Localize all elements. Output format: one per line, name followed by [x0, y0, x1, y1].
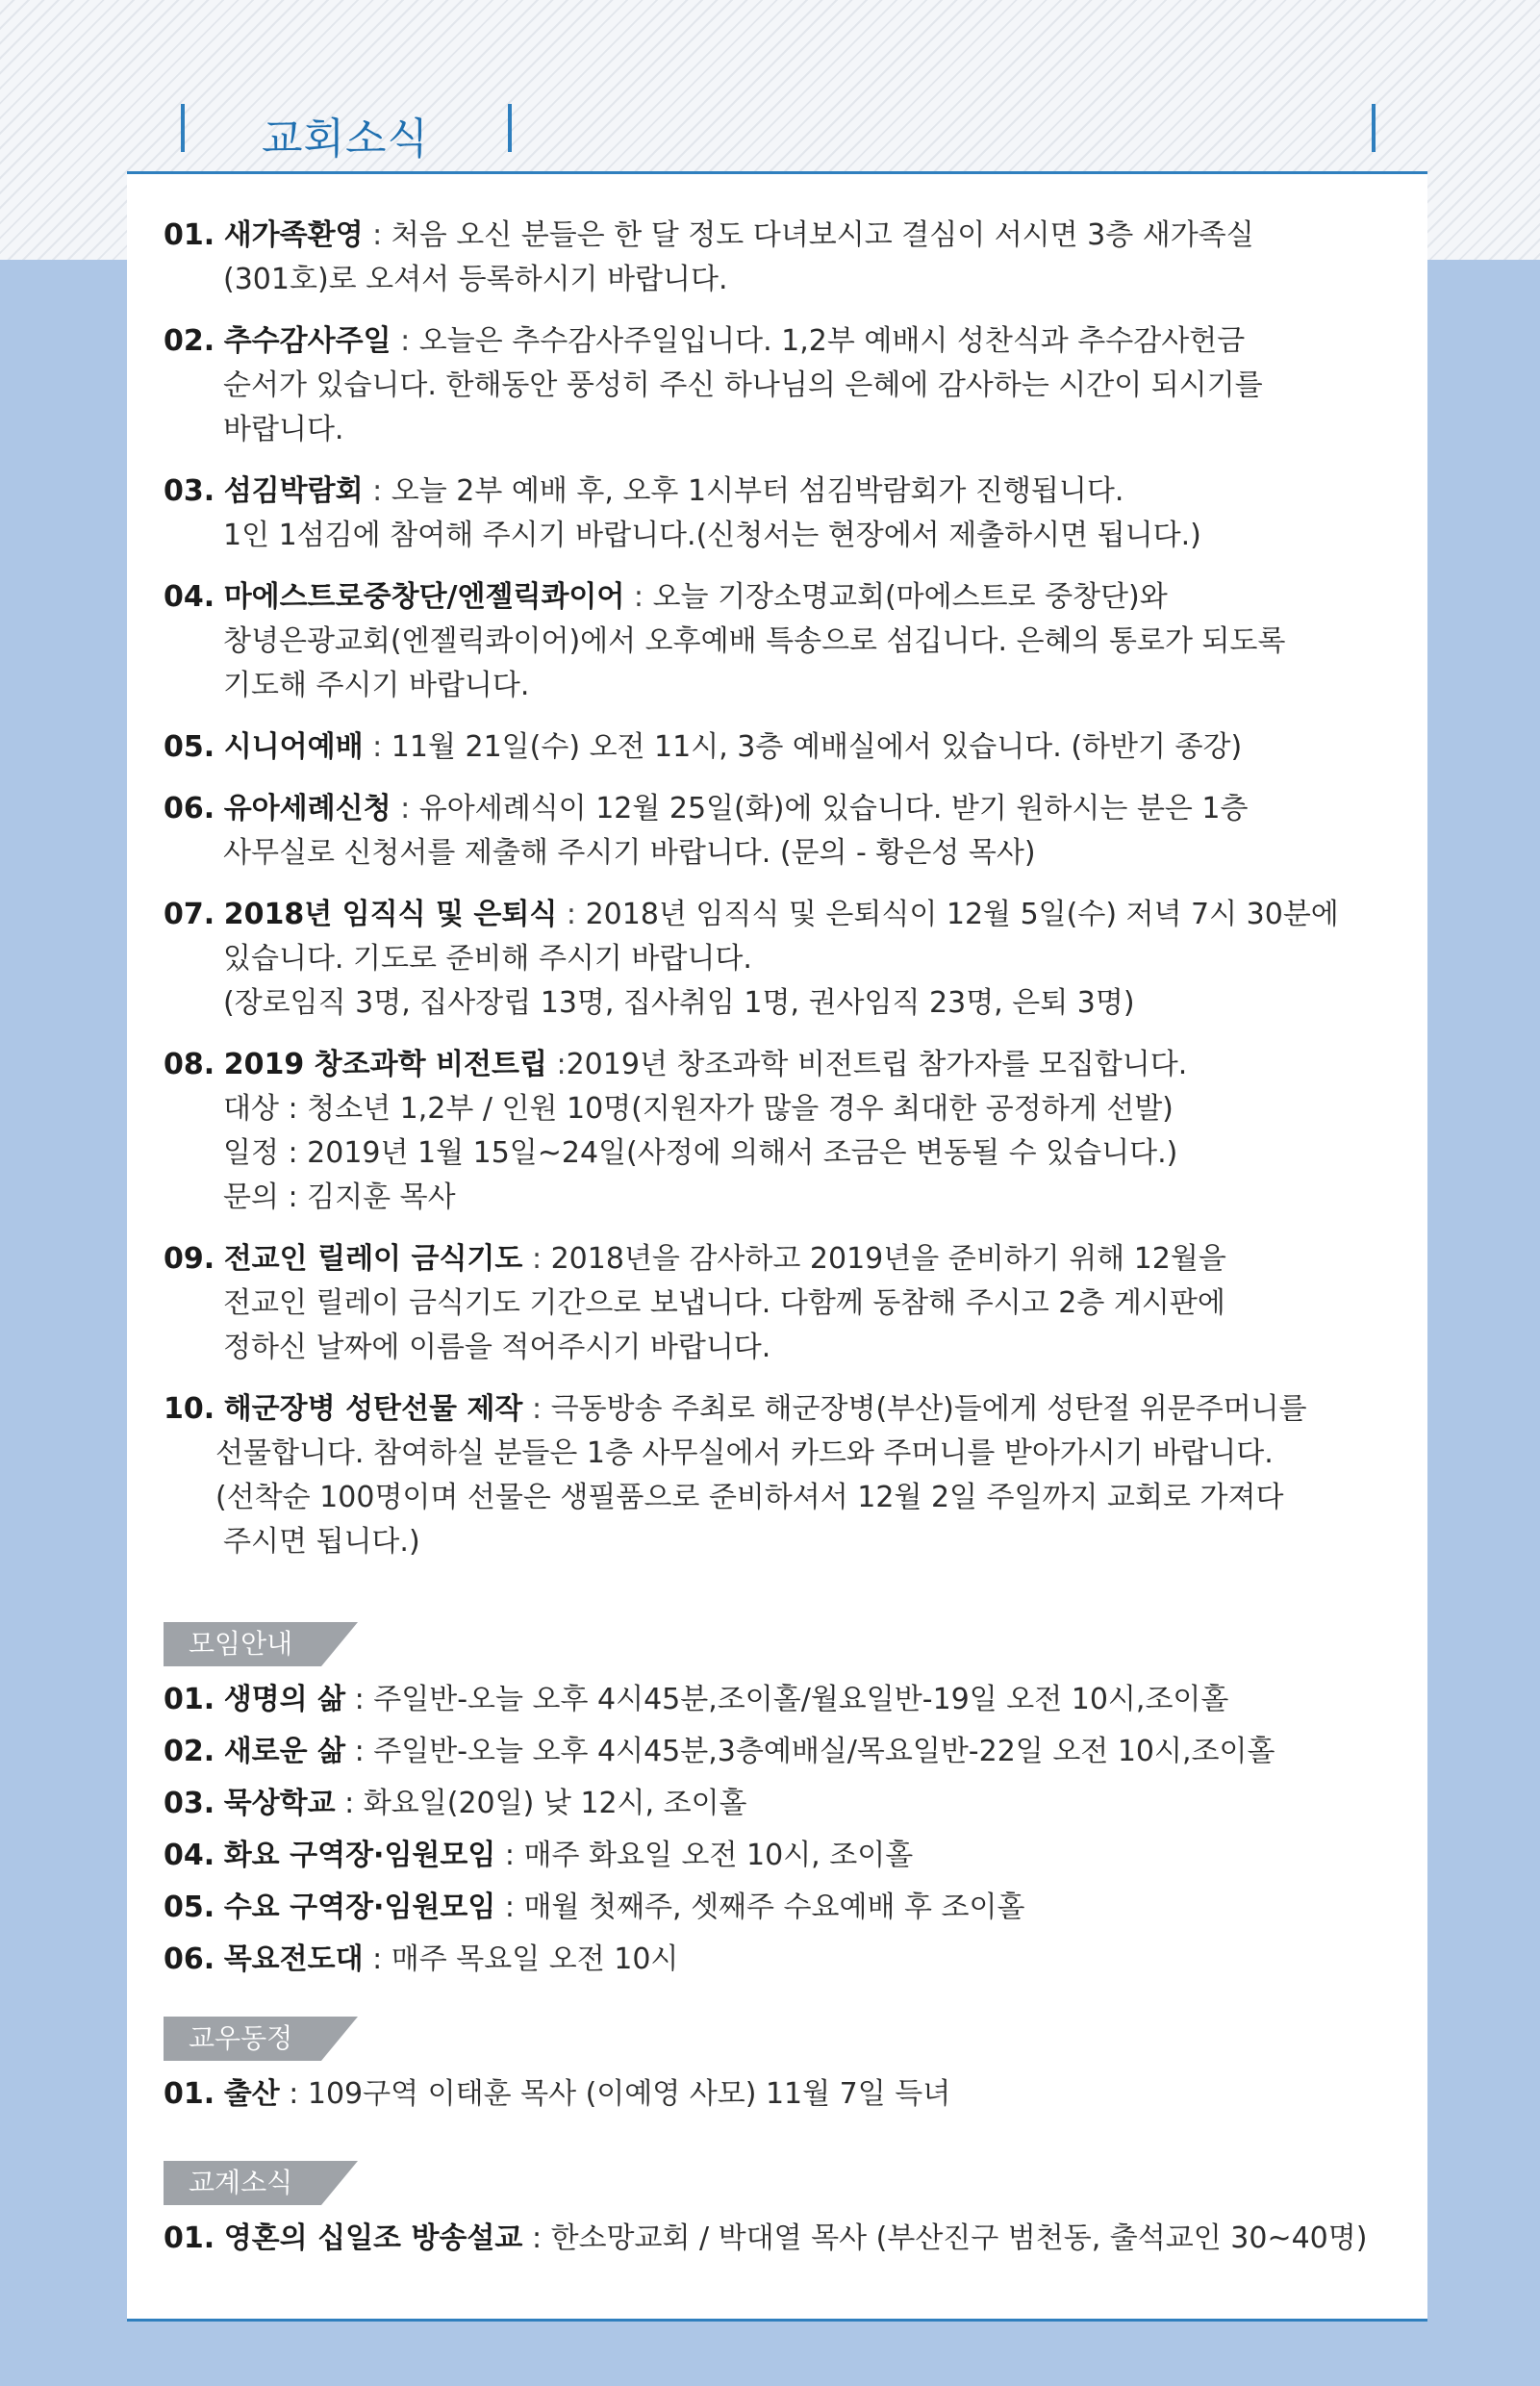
item-text: 오늘 2부 예배 후, 오후 1시부터 섬김박람회가 진행됩니다. — [391, 474, 1124, 508]
item-number: 01. — [164, 218, 215, 252]
header-bar-middle — [508, 104, 512, 152]
item-number: 03. — [164, 1787, 215, 1820]
item-text: : 한소망교회 / 박대열 목사 (부산진구 범천동, 출석교인 30~40명) — [522, 2221, 1368, 2255]
news-item — [164, 319, 1404, 452]
item-text: (장로임직 3명, 집사장립 13명, 집사취임 1명, 권사임직 23명, 은퇴 3명) — [223, 986, 1135, 1020]
item-number: 06. — [164, 792, 215, 825]
item-separator: : — [557, 898, 586, 931]
item-subject: 유아세례신청 — [223, 792, 391, 825]
news-item — [164, 1043, 1404, 1220]
item-text: (301호)로 오셔서 등록하시기 바랍니다. — [223, 263, 728, 296]
item-subject: 마에스트로중창단/엔젤릭콰이어 — [223, 580, 625, 614]
external-label-badge: 교계소식 — [164, 2161, 321, 2205]
meeting-item — [164, 1934, 1404, 1986]
item-number: 01. — [164, 2077, 215, 2111]
item-subject: 출산 — [223, 2077, 280, 2111]
item-text: 1인 1섬김에 참여해 주시기 바랍니다.(신청서는 현장에서 제출하시면 됩니다.) — [223, 519, 1201, 552]
item-text: 2019년 창조과학 비전트립 참가자를 모집합니다. — [566, 1048, 1188, 1081]
item-text: : 매월 첫째주, 셋째주 수요예배 후 조이홀 — [495, 1891, 1025, 1924]
item-separator: : — [363, 474, 391, 508]
item-text: : 매주 목요일 오전 10시 — [363, 1942, 679, 1976]
item-text: 주시면 됩니다.) — [223, 1525, 420, 1559]
item-text: 전교인 릴레이 금식기도 기간으로 보냅니다. 다함께 동참해 주시고 2층 게시판에 — [223, 1286, 1225, 1320]
news-item — [164, 725, 1404, 770]
item-text: 순서가 있습니다. 한해동안 풍성히 주신 하나님의 은혜에 감사하는 시간이 되시기를 — [223, 368, 1263, 402]
item-text: 문의 : 김지훈 목사 — [223, 1180, 456, 1214]
item-text: 사무실로 신청서를 제출해 주시기 바랍니다. (문의 - 황은성 목사) — [223, 836, 1036, 870]
item-text: 정하신 날짜에 이름을 적어주시기 바랍니다. — [223, 1331, 771, 1364]
item-subject: 화요 구역장·임원모임 — [223, 1839, 496, 1872]
item-text: : 화요일(20일) 낮 12시, 조이홀 — [335, 1787, 747, 1820]
item-separator: : — [522, 1242, 551, 1276]
item-separator: : — [363, 218, 391, 252]
item-text: : 주일반-오늘 오후 4시45분,조이홀/월요일반-19일 오전 10시,조이홀 — [345, 1683, 1229, 1716]
item-number: 03. — [164, 474, 215, 508]
news-item — [164, 1387, 1404, 1564]
item-subject: 섬김박람회 — [223, 474, 364, 508]
item-text: 바랍니다. — [223, 413, 344, 446]
item-text: 오늘은 추수감사주일입니다. 1,2부 예배시 성찬식과 추수감사헌금 — [418, 324, 1246, 358]
page-title: 교회소식 — [262, 114, 430, 164]
item-subject: 추수감사주일 — [223, 324, 391, 358]
item-number: 06. — [164, 1942, 215, 1976]
item-text: 일정 : 2019년 1월 15일~24일(사정에 의해서 조금은 변동될 수 있습니다.) — [223, 1136, 1178, 1170]
item-separator: : — [391, 324, 419, 358]
header-bar-left — [181, 104, 185, 152]
item-text: 2018년 임직식 및 은퇴식이 12월 5일(수) 저녁 7시 30분에 — [585, 898, 1339, 931]
header-bar-right — [1372, 104, 1376, 152]
item-text: : 109구역 이태훈 목사 (이예영 사모) 11월 7일 득녀 — [279, 2077, 951, 2111]
item-separator: : — [522, 1392, 551, 1426]
item-subject: 해군장병 성탄선물 제작 — [223, 1392, 523, 1426]
meeting-item — [164, 1830, 1404, 1882]
external-section — [164, 2161, 1404, 2265]
item-subject: 묵상학교 — [223, 1787, 336, 1820]
item-subject: 영혼의 십일조 방송설교 — [223, 2221, 523, 2255]
item-text: 대상 : 청소년 1,2부 / 인원 10명(지원자가 많을 경우 최대한 공정하게 선발) — [223, 1092, 1174, 1126]
item-separator: : — [391, 792, 419, 825]
item-separator: : — [624, 580, 653, 614]
item-text: 선물합니다. 참여하실 분들은 1층 사무실에서 카드와 주머니를 받아가시기 바랍니다. — [215, 1436, 1274, 1470]
section-header — [127, 92, 1427, 174]
item-number: 02. — [164, 324, 215, 358]
item-subject: 2018년 임직식 및 은퇴식 — [223, 898, 558, 931]
item-number: 04. — [164, 580, 215, 614]
item-subject: 생명의 삶 — [223, 1683, 346, 1716]
item-text: : 주일반-오늘 오후 4시45분,3층예배실/목요일반-22일 오전 10시,조이홀 — [345, 1735, 1275, 1768]
meeting-item — [164, 1778, 1404, 1830]
item-text: 있습니다. 기도로 준비해 주시기 바랍니다. — [223, 942, 752, 976]
item-number: 05. — [164, 730, 215, 764]
item-separator: : — [546, 1048, 567, 1081]
item-text: 2018년을 감사하고 2019년을 준비하기 위해 12월을 — [550, 1242, 1226, 1276]
item-number: 05. — [164, 1891, 215, 1924]
member-item — [164, 2069, 1404, 2120]
meeting-item — [164, 1674, 1404, 1726]
members-label-badge: 교우동정 — [164, 2017, 321, 2061]
news-item — [164, 1237, 1404, 1370]
item-text: (선착순 100명이며 선물은 생필품으로 준비하셔서 12월 2일 주일까지 교회로 가져다 — [215, 1481, 1284, 1514]
item-subject: 2019 창조과학 비전트립 — [223, 1048, 547, 1081]
news-item — [164, 787, 1404, 876]
item-number: 07. — [164, 898, 215, 931]
meetings-section — [164, 1622, 1404, 1986]
item-subject: 새가족환영 — [223, 218, 364, 252]
item-text: 처음 오신 분들은 한 달 정도 다녀보시고 결심이 서시면 3층 새가족실 — [391, 218, 1254, 252]
item-text: : 매주 화요일 오전 10시, 조이홀 — [495, 1839, 914, 1872]
item-text: 유아세례식이 12월 25일(화)에 있습니다. 받기 원하시는 분은 1층 — [418, 792, 1249, 825]
item-subject: 목요전도대 — [223, 1942, 364, 1976]
meeting-item — [164, 1882, 1404, 1934]
item-number: 09. — [164, 1242, 215, 1276]
item-number: 04. — [164, 1839, 215, 1872]
item-separator: : — [363, 730, 391, 764]
external-item — [164, 2213, 1404, 2265]
item-text: 극동방송 주최로 해군장병(부산)들에게 성탄절 위문주머니를 — [550, 1392, 1307, 1426]
item-text: 11월 21일(수) 오전 11시, 3층 예배실에서 있습니다. (하반기 종강) — [391, 730, 1243, 764]
item-number: 01. — [164, 1683, 215, 1716]
meeting-item — [164, 1726, 1404, 1778]
item-subject: 수요 구역장·임원모임 — [223, 1891, 496, 1924]
item-subject: 전교인 릴레이 금식기도 — [223, 1242, 523, 1276]
item-number: 01. — [164, 2221, 215, 2255]
item-subject: 시니어예배 — [223, 730, 364, 764]
meetings-label-badge: 모임안내 — [164, 1622, 321, 1666]
news-item — [164, 214, 1404, 302]
news-list — [164, 214, 1404, 1582]
item-number: 10. — [164, 1392, 215, 1426]
item-subject: 새로운 삶 — [223, 1735, 346, 1768]
item-text: 오늘 기장소명교회(마에스트로 중창단)와 — [652, 580, 1168, 614]
item-text: 기도해 주시기 바랍니다. — [223, 669, 530, 702]
item-number: 02. — [164, 1735, 215, 1768]
members-section — [164, 2017, 1404, 2120]
item-text: 창녕은광교회(엔젤릭콰이어)에서 오후예배 특송으로 섬깁니다. 은혜의 통로가 되도록 — [223, 624, 1286, 658]
news-item — [164, 893, 1404, 1026]
item-number: 08. — [164, 1048, 215, 1081]
news-item — [164, 575, 1404, 708]
news-item — [164, 470, 1404, 558]
